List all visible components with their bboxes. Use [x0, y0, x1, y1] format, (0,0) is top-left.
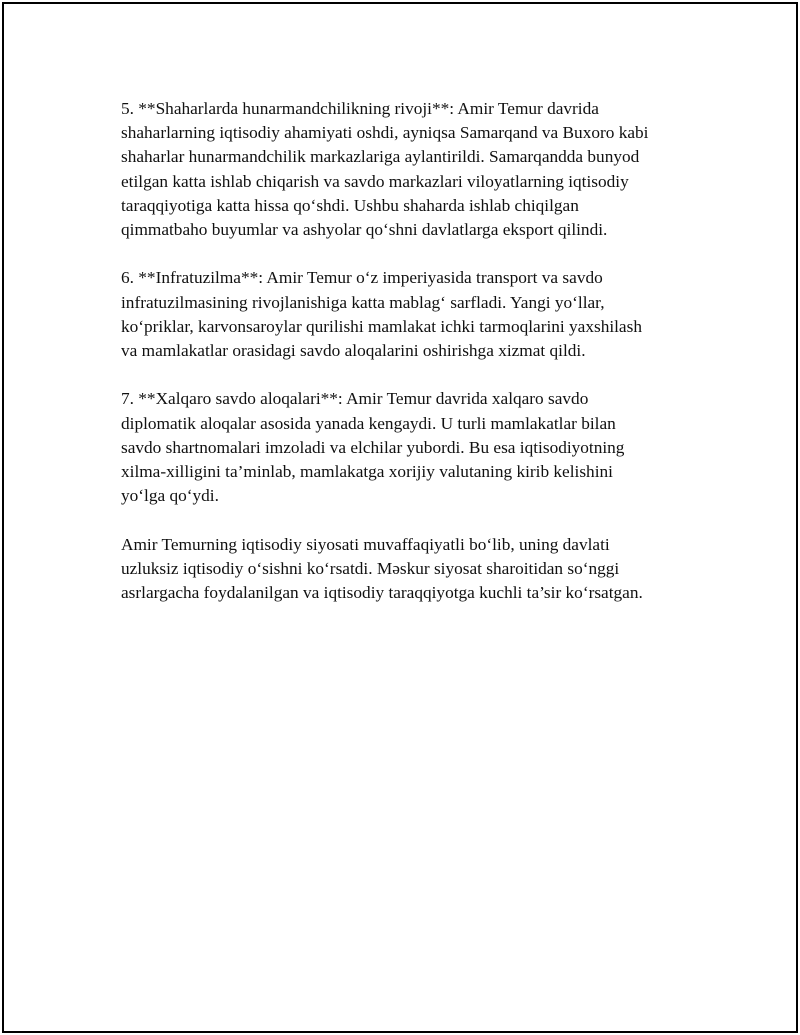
- text-line: 6. **Infratuzilma**: Amir Temur o‘z imperiyasida transport va savdo: [121, 268, 603, 288]
- text-line: shaharlar hunarmandchilik markazlariga aylantirildi. Samarqandda bunyod: [121, 147, 640, 167]
- text-line: ko‘priklar, karvonsaroylar qurilishi mamlakat ichki tarmoqlarini yaxshilash: [121, 316, 642, 336]
- paragraph-xalqaro-savdo: [121, 387, 701, 508]
- text-line: savdo shartnomalari imzoladi va elchilar yubordi. Bu esa iqtisodiyotning: [121, 437, 625, 457]
- text-line: Amir Temurning iqtisodiy siyosati muvaffaqiyatli bo‘lib, uning davlati: [121, 534, 610, 554]
- text-line: taraqqiyotiga katta hissa qo‘shdi. Ushbu shaharda ishlab chiqilgan: [121, 195, 579, 215]
- text-line: infratuzilmasining rivojlanishiga katta mablag‘ sarfladi. Yangi yo‘llar,: [121, 292, 605, 312]
- text-line: 5. **Shaharlarda hunarmandchilikning rivoji**: Amir Temur davrida: [121, 99, 599, 118]
- text-line: shaharlarning iqtisodiy ahamiyati oshdi, ayniqsa Samarqand va Buxoro kabi: [121, 123, 649, 143]
- page-frame: [2, 2, 798, 1033]
- paragraph-shaharlarda-hunarmandchilik: [121, 97, 701, 242]
- text-line: asrlargacha foydalanilgan va iqtisodiy taraqqiyotga kuchli ta’sir ko‘rsatgan.: [121, 583, 643, 603]
- text-line: 7. **Xalqaro savdo aloqalari**: Amir Temur davrida xalqaro savdo: [121, 389, 589, 409]
- paragraph-conclusion: [121, 533, 701, 606]
- text-line: qimmatbaho buyumlar va ashyolar qo‘shni davlatlarga eksport qilindi.: [121, 220, 608, 240]
- text-line: yo‘lga qo‘ydi.: [121, 486, 219, 506]
- text-line: uzluksiz iqtisodiy o‘sishni ko‘rsatdi. Məskur siyosat sharoitidan so‘nggi: [121, 558, 620, 578]
- text-line: diplomatik aloqalar asosida yanada kengaydi. U turli mamlakatlar bilan: [121, 413, 616, 433]
- text-line: xilma-xilligini ta’minlab, mamlakatga xorijiy valutaning kirib kelishini: [121, 462, 613, 482]
- text-line: etilgan katta ishlab chiqarish va savdo markazlari viloyatlarning iqtisodiy: [121, 171, 629, 191]
- document-body: [121, 97, 701, 629]
- text-line: va mamlakatlar orasidagi savdo aloqalarini oshirishga xizmat qildi.: [121, 341, 586, 361]
- paragraph-infratuzilma: [121, 266, 701, 363]
